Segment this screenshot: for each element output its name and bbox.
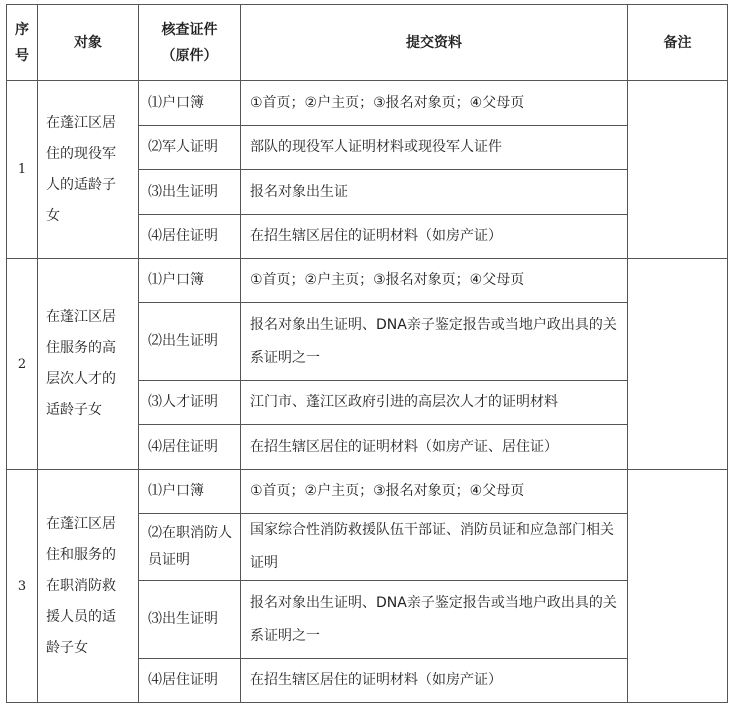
check-doc-cell: ⑷居住证明	[139, 659, 241, 703]
header-check-docs	[139, 5, 241, 81]
material-cell: 在招生辖区居住的证明材料（如房产证）	[241, 215, 628, 259]
remarks-cell	[628, 259, 728, 470]
remarks-cell	[628, 470, 728, 703]
material-cell: 江门市、蓬江区政府引进的高层次人才的证明材料	[241, 381, 628, 425]
header-target: 对象	[38, 5, 139, 81]
material-cell: 报名对象出生证	[241, 170, 628, 215]
table-row	[7, 470, 728, 514]
material-cell: ①首页；②户主页；③报名对象页；④父母页	[241, 470, 628, 514]
header-no-text: 序 号	[15, 21, 29, 64]
material-cell: 报名对象出生证明、DNA亲子鉴定报告或当地户政出具的关系证明之一	[241, 303, 628, 381]
admission-documents-table	[6, 4, 728, 703]
material-cell: ①首页；②户主页；③报名对象页；④父母页	[241, 81, 628, 126]
header-no	[7, 5, 38, 81]
check-doc-cell: ⑵军人证明	[139, 126, 241, 170]
check-doc-cell: ⑴户口簿	[139, 81, 241, 126]
target-cell: 在蓬江区居住服务的高层次人才的适龄子女	[38, 259, 139, 470]
target-cell: 在蓬江区居住和服务的在职消防救援人员的适龄子女	[38, 470, 139, 703]
check-doc-cell: ⑵在职消防人员证明	[139, 514, 241, 581]
check-doc-cell: ⑶出生证明	[139, 581, 241, 659]
material-cell: 国家综合性消防救援队伍干部证、消防员证和应急部门相关证明	[241, 514, 628, 581]
check-doc-cell: ⑶出生证明	[139, 170, 241, 215]
check-doc-cell: ⑷居住证明	[139, 215, 241, 259]
header-check-docs-text: 核查证件 （原件）	[161, 21, 218, 64]
check-doc-cell: ⑷居住证明	[139, 425, 241, 470]
header-remarks: 备注	[628, 5, 728, 81]
material-cell: 在招生辖区居住的证明材料（如房产证）	[241, 659, 628, 703]
table-row	[7, 259, 728, 303]
material-cell: ①首页；②户主页；③报名对象页；④父母页	[241, 259, 628, 303]
table-row	[7, 81, 728, 126]
material-cell: 在招生辖区居住的证明材料（如房产证、居住证）	[241, 425, 628, 470]
remarks-cell	[628, 81, 728, 259]
check-doc-cell: ⑵出生证明	[139, 303, 241, 381]
material-cell: 部队的现役军人证明材料或现役军人证件	[241, 126, 628, 170]
header-materials: 提交资料	[241, 5, 628, 81]
check-doc-cell: ⑴户口簿	[139, 259, 241, 303]
row-number: 3	[7, 470, 38, 703]
target-cell: 在蓬江区居住的现役军人的适龄子女	[38, 81, 139, 259]
check-doc-cell: ⑶人才证明	[139, 381, 241, 425]
row-number: 1	[7, 81, 38, 259]
check-doc-cell: ⑴户口簿	[139, 470, 241, 514]
material-cell: 报名对象出生证明、DNA亲子鉴定报告或当地户政出具的关系证明之一	[241, 581, 628, 659]
row-number: 2	[7, 259, 38, 470]
header-row	[7, 5, 728, 81]
